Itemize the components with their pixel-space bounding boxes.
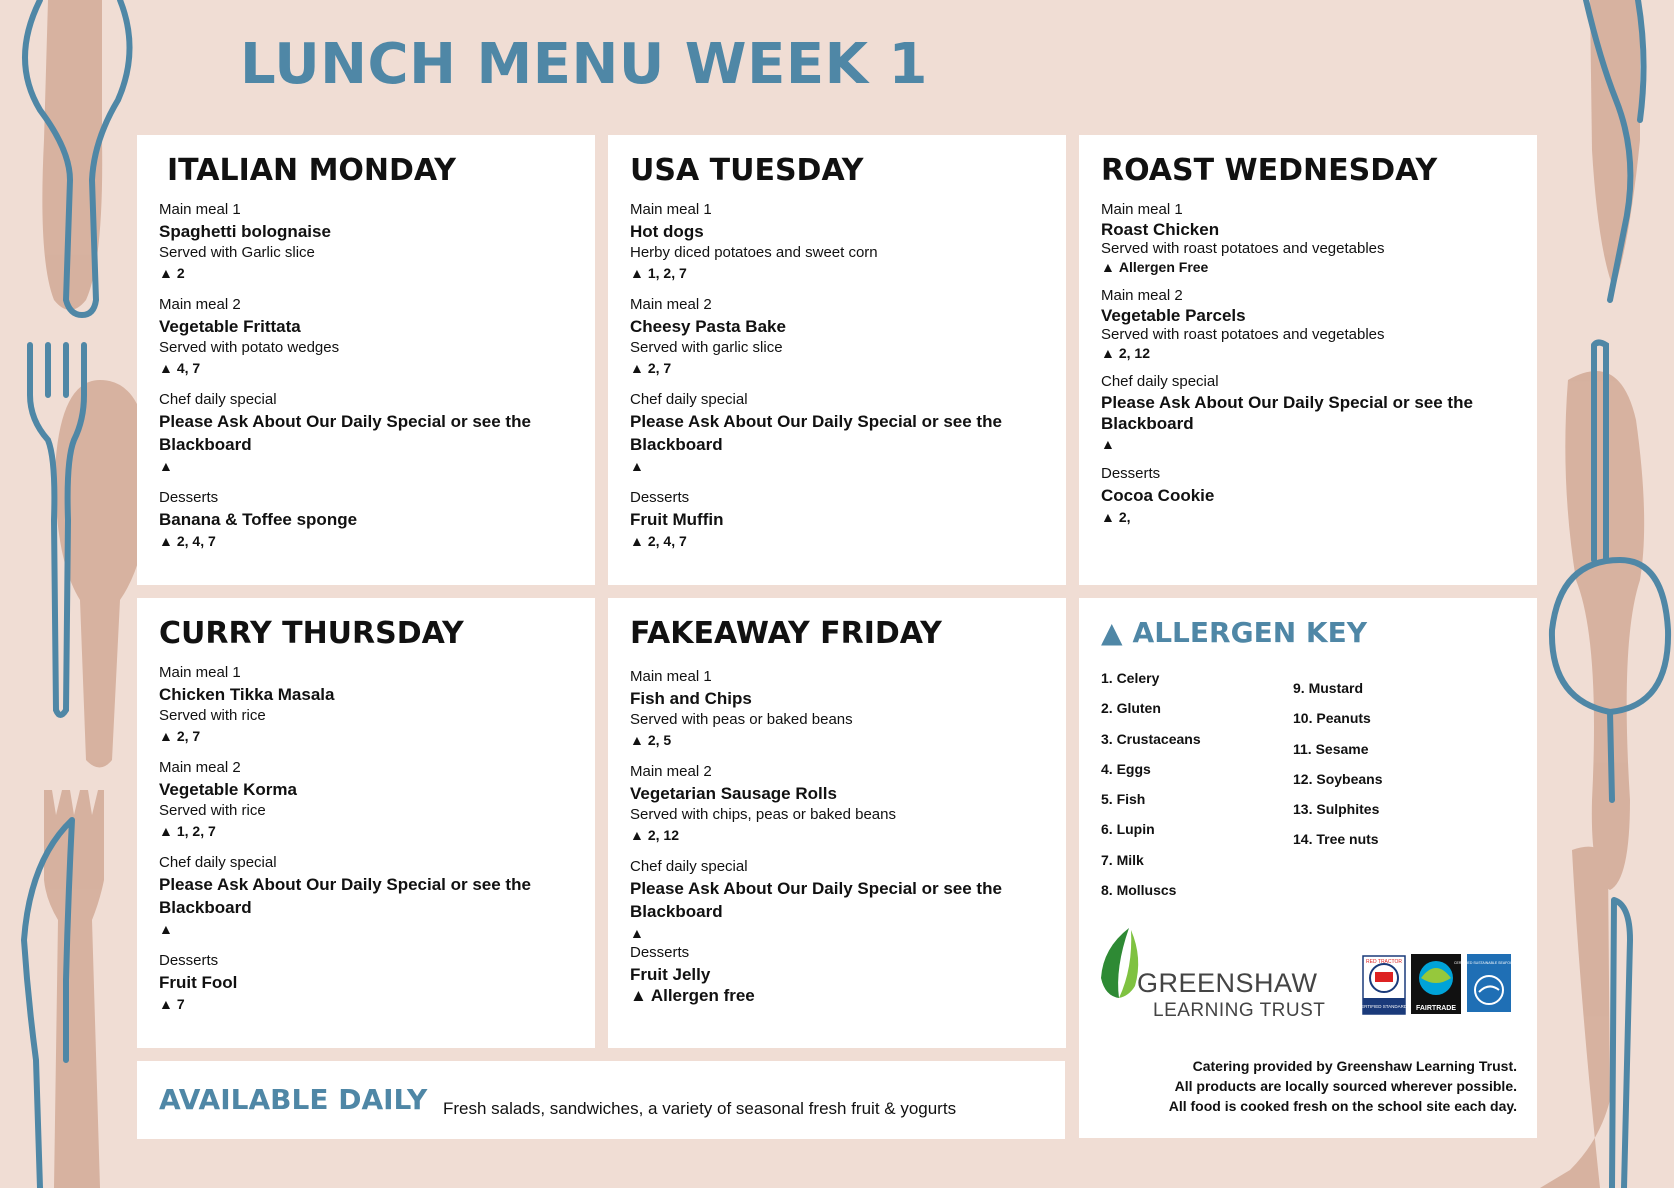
allergen-key-item: 6. Lupin [1101,821,1155,838]
catering-note-line: All products are locally sourced wherever possible. [1174,1078,1517,1094]
allergen-triangle-icon: ▲ [159,728,173,744]
section-label: Chef daily special [630,391,748,408]
allergen-key-item: 13. Sulphites [1293,801,1380,818]
section-label: Chef daily special [159,854,277,871]
allergen-codes: 2, 7 [647,360,672,376]
allergen-triangle-icon: ▲ [159,823,173,839]
allergen-codes: 2, 4, 7 [647,533,687,549]
dish-side: Served with chips, peas or baked beans [630,806,896,823]
day-title: ITALIAN MONDAY [167,153,456,188]
menu-section [159,390,573,476]
allergen-key-heading [1101,616,1515,649]
allergen-triangle-icon: ▲ [1101,616,1123,649]
allergen-line [159,263,573,283]
allergen-triangle-icon: ▲ [630,925,644,941]
dish-name: Please Ask About Our Daily Special or see the Blackboard [630,879,1002,921]
section-label: Desserts [630,489,690,506]
catering-note [1169,1056,1517,1116]
day-card-tuesday [608,135,1066,585]
dish-name: Please Ask About Our Daily Special or see the Blackboard [1101,393,1473,433]
allergen-line [159,726,573,746]
allergen-key-item: 9. Mustard [1293,680,1364,696]
allergen-line [1101,344,1515,362]
dish-side: Served with garlic slice [630,339,783,356]
dish-name: Hot dogs [630,222,704,241]
section-label: Desserts [159,489,219,506]
menu-section [630,857,1044,943]
allergen-line [630,730,1044,750]
allergen-codes: 2, 12 [647,827,679,843]
dish-side: Served with rice [159,707,266,724]
msc-badge [1454,954,1525,1012]
allergen-key-list [1101,663,1515,905]
allergen-line [630,923,1044,943]
dish-side: Served with rice [159,802,266,819]
allergen-key-card [1079,598,1537,1138]
allergen-key-item: 10. Peanuts [1293,710,1371,727]
section-label: Main meal 2 [630,296,712,313]
allergen-key-item: 1. Celery [1101,670,1160,686]
section-label: Main meal 1 [159,664,241,681]
section-label: Main meal 1 [630,668,712,685]
brand-line2: LEARNING TRUST [1153,1000,1326,1021]
menu-section [630,295,1044,378]
dish-name: Vegetable Korma [159,780,297,799]
section-label: Chef daily special [630,858,748,875]
allergen-key-item: 2. Gluten [1101,700,1161,717]
dish-name: Please Ask About Our Daily Special or see the Blackboard [159,412,531,454]
menu-section [630,762,1044,845]
allergen-key-item: 14. Tree nuts [1293,831,1379,848]
allergen-triangle-icon: ▲ [159,458,173,474]
available-daily-title: AVAILABLE DAILY [159,1083,428,1116]
menu-section [630,200,1044,283]
day-title: USA TUESDAY [630,153,864,188]
brand-line1: GREENSHAW [1137,968,1318,998]
section-label: Desserts [630,944,690,961]
allergen-line [159,821,573,841]
dish-side: Served with Garlic slice [159,244,315,261]
badge2-text: FAIRTRADE [1415,1005,1457,1012]
allergen-line [630,825,1044,845]
logos [1099,928,1525,1028]
allergen-triangle-icon: ▲ [1101,436,1115,452]
dish-name: Vegetable Frittata [159,317,301,336]
dish-name: Fruit Jelly [630,965,711,984]
allergen-triangle-icon: ▲ [1101,259,1115,275]
menu-section [1101,372,1515,454]
section-label: Desserts [1101,465,1161,482]
dish-name: Cocoa Cookie [1101,486,1215,505]
section-label: Main meal 1 [159,201,241,218]
allergen-line [630,986,1044,1006]
allergen-line [1101,507,1515,527]
allergen-key-item: 7. Milk [1101,851,1144,868]
dish-side: Served with peas or baked beans [630,711,853,728]
allergen-key-column-right [1293,663,1485,905]
dish-name: Fruit Muffin [630,510,724,529]
dish-side: Herby diced potatoes and sweet corn [630,244,878,261]
section-label: Chef daily special [1101,373,1219,390]
allergen-line [159,919,573,939]
menu-section [630,488,1044,551]
allergen-line [159,456,573,476]
menu-section [159,200,573,283]
day-title: ROAST WEDNESDAY [1101,153,1438,188]
allergen-codes: 1, 2, 7 [647,265,687,281]
allergen-triangle-icon: ▲ [630,458,644,474]
allergen-triangle-icon: ▲ [1101,509,1115,525]
allergen-line [630,263,1044,283]
day-title: FAKEAWAY FRIDAY [630,616,942,651]
catering-note-line: All food is cooked fresh on the school site each day. [1168,1098,1517,1114]
allergen-codes: 2, 5 [647,732,672,748]
dish-name: Vegetarian Sausage Rolls [630,784,837,803]
allergen-triangle-icon: ▲ [630,732,644,748]
allergen-triangle-icon: ▲ [630,533,644,549]
menu-section [630,390,1044,476]
allergen-key-item: 4. Eggs [1101,760,1151,777]
section-label: Desserts [159,952,219,969]
allergen-triangle-icon: ▲ [159,360,173,376]
section-label: Main meal 2 [630,763,712,780]
allergen-line [630,531,1044,551]
section-label: Chef daily special [159,391,277,408]
allergen-triangle-icon: ▲ [630,360,644,376]
dish-side: Served with roast potatoes and vegetables [1101,326,1385,343]
available-daily-text: Fresh salads, sandwiches, a variety of seasonal fresh fruit & yogurts [443,1099,957,1118]
menu-section [1101,286,1515,362]
allergen-triangle-icon: ▲ [630,265,644,281]
day-card-wednesday [1079,135,1537,585]
allergen-codes: 1, 2, 7 [176,823,216,839]
allergen-codes: 7 [176,996,185,1012]
allergen-line [159,358,573,378]
allergen-line [630,456,1044,476]
dish-name: Fruit Fool [159,973,238,992]
dish-name: Chicken Tikka Masala [159,685,335,704]
allergen-codes: 2, 7 [176,728,201,744]
allergen-key-item: 11. Sesame [1293,740,1369,757]
menu-section [159,758,573,841]
section-label: Main meal 2 [1101,287,1183,304]
allergen-key-title: ALLERGEN KEY [1132,616,1367,649]
menu-section [630,943,1044,1006]
menu-section [159,488,573,551]
allergen-codes: 2 [176,265,185,281]
menu-section [159,663,573,746]
allergen-triangle-icon: ▲ [159,921,173,937]
menu-section [159,295,573,378]
allergen-codes: 4, 7 [176,360,201,376]
allergen-line [159,994,573,1014]
day-card-monday [137,135,595,585]
allergen-codes: 2, 4, 7 [176,533,216,549]
day-title: CURRY THURSDAY [159,616,464,651]
allergen-triangle-icon: ▲ [1101,345,1115,361]
dish-name: Banana & Toffee sponge [159,510,358,529]
allergen-line [159,531,573,551]
allergen-key-item: 8. Molluscs [1101,882,1177,899]
allergen-line [630,358,1044,378]
allergen-triangle-icon: ▲ [159,265,173,281]
badge1-bottom-text: CERTIFIED STANDARDS [1357,1004,1411,1009]
greenshaw-leaf-logo [1101,928,1138,998]
allergen-key-item: 5. Fish [1101,791,1146,808]
dish-side: Served with potato wedges [159,339,340,356]
allergen-triangle-icon: ▲ [630,986,647,1005]
section-label: Main meal 1 [630,201,712,218]
dish-name: Spaghetti bolognaise [159,222,331,241]
badge3-text: CERTIFIED SUSTAINABLE SEAFOOD MSC [1453,961,1525,965]
page-title: LUNCH MENU WEEK 1 [240,32,928,97]
day-card-friday [608,598,1066,1048]
menu-section [159,853,573,939]
badge1-top-text: RED TRACTOR [1366,959,1402,965]
section-label: Main meal 2 [159,296,241,313]
dish-name: Vegetable Parcels [1101,306,1246,325]
dish-side: Served with roast potatoes and vegetables [1101,240,1385,257]
allergen-triangle-icon: ▲ [159,996,173,1012]
available-daily-banner [137,1061,1065,1139]
allergen-codes: 2, [1118,509,1131,525]
day-card-thursday [137,598,595,1048]
allergen-triangle-icon: ▲ [630,827,644,843]
catering-note-line: Catering provided by Greenshaw Learning Trust. [1192,1058,1517,1074]
section-label: Main meal 2 [159,759,241,776]
allergen-key-column-left [1101,663,1293,905]
allergen-key-item: 3. Crustaceans [1101,730,1201,747]
dish-name: Cheesy Pasta Bake [630,317,786,336]
dish-name: Please Ask About Our Daily Special or see the Blackboard [159,875,531,917]
allergen-line [1101,258,1515,276]
allergen-codes: Allergen Free [1118,259,1209,275]
allergen-codes: 2, 12 [1118,345,1150,361]
allergen-codes: Allergen free [650,986,755,1005]
section-label: Main meal 1 [1101,201,1183,218]
menu-section [630,667,1044,750]
red-tractor-badge [1358,956,1410,1014]
menu-section [1101,464,1515,527]
menu-section [1101,200,1515,276]
allergen-key-item: 12. Soybeans [1293,770,1383,787]
allergen-line [1101,434,1515,454]
dish-name: Please Ask About Our Daily Special or see the Blackboard [630,412,1002,454]
menu-section [159,951,573,1014]
dish-name: Roast Chicken [1101,220,1220,239]
allergen-triangle-icon: ▲ [159,533,173,549]
dish-name: Fish and Chips [630,689,752,708]
